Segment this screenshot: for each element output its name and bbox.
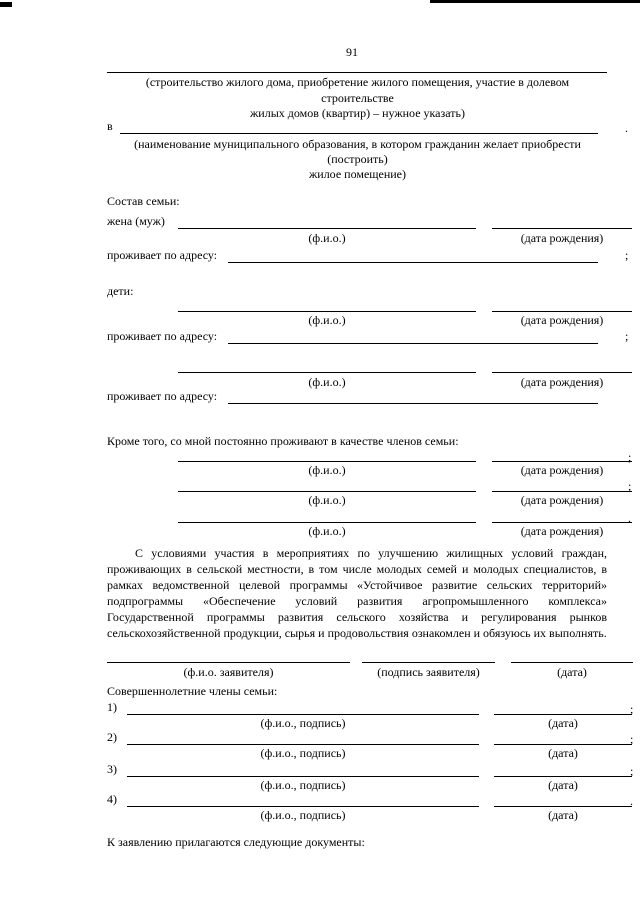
scan-top-edge (430, 0, 640, 3)
construction-hint-1: (строительство жилого дома, приобретение жилого помещения, участие в долевом (145, 75, 570, 89)
adult2-semicolon: ; (630, 732, 634, 746)
applicant-fio-hint: (ф.и.о. заявителя) (183, 665, 274, 679)
adult4-fio-line[interactable] (127, 806, 479, 807)
municipality-period: . (625, 121, 628, 135)
child1-birth-hint: (дата рождения) (520, 313, 604, 327)
spouse-fio-hint: (ф.и.о.) (308, 231, 346, 245)
adult4-fio-hint: (ф.и.о., подпись) (260, 808, 346, 822)
child1-address-label: проживает по адресу: (107, 329, 218, 343)
adult4-number: 4) (107, 792, 117, 806)
adult3-semicolon: ; (630, 764, 634, 778)
adult1-fio-line[interactable] (127, 714, 479, 715)
adult1-number: 1) (107, 700, 117, 714)
other2-fio-hint: (ф.и.о.) (308, 493, 346, 507)
adult2-date-line[interactable] (494, 744, 632, 745)
adult4-period: . (630, 794, 633, 808)
adult3-date-line[interactable] (494, 776, 632, 777)
spouse-address-line[interactable] (228, 262, 598, 263)
adult1-fio-hint: (ф.и.о., подпись) (260, 716, 346, 730)
adult1-date-hint: (дата) (548, 716, 578, 730)
child2-fio-hint: (ф.и.о.) (308, 375, 346, 389)
municipality-line[interactable] (120, 133, 598, 134)
child2-address-label: проживает по адресу: (107, 389, 218, 403)
other3-period: . (628, 511, 631, 525)
other2-birth-hint: (дата рождения) (520, 493, 604, 507)
municipality-hint-3: жилое помещение) (308, 167, 407, 181)
adult4-date-line[interactable] (494, 806, 632, 807)
applicant-date-hint: (дата) (557, 665, 587, 679)
construction-type-line[interactable] (107, 72, 607, 73)
other3-birth-line[interactable] (492, 522, 632, 523)
other1-fio-line[interactable] (178, 461, 476, 462)
other2-semicolon: ; (628, 479, 632, 493)
applicant-signature-hint: (подпись заявителя) (377, 665, 480, 679)
applicant-signature-line[interactable] (362, 662, 495, 663)
attachments-title: К заявлению прилагаются следующие документы: (107, 835, 365, 849)
adult2-fio-hint: (ф.и.о., подпись) (260, 746, 346, 760)
municipality-hint-1: (наименование муниципального образования, в котором гражданин желает приобрести (134, 137, 581, 151)
adult3-fio-hint: (ф.и.о., подпись) (260, 778, 346, 792)
adult4-date-hint: (дата) (548, 808, 578, 822)
child1-address-semicolon: ; (625, 329, 629, 343)
spouse-fio-line[interactable] (178, 228, 476, 229)
children-label: дети: (107, 284, 134, 298)
child2-birth-line[interactable] (492, 372, 632, 373)
adult2-number: 2) (107, 730, 117, 744)
other3-fio-hint: (ф.и.о.) (308, 524, 346, 538)
construction-hint-3: жилых домов (квартир) – нужное указать) (250, 106, 465, 120)
applicant-fio-line[interactable] (107, 662, 350, 663)
page-number: 91 (346, 45, 358, 59)
agreement-paragraph (107, 545, 607, 641)
other2-fio-line[interactable] (178, 491, 476, 492)
family-title: Состав семьи: (107, 194, 180, 208)
child2-birth-hint: (дата рождения) (520, 375, 604, 389)
adult1-semicolon: ; (630, 702, 634, 716)
in-label: в (107, 119, 113, 133)
child1-fio-hint: (ф.и.о.) (308, 313, 346, 327)
applicant-date-line[interactable] (511, 662, 633, 663)
other1-fio-hint: (ф.и.о.) (308, 463, 346, 477)
municipality-hint-2: (построить) (327, 152, 388, 166)
other1-birth-line[interactable] (492, 461, 632, 462)
child2-fio-line[interactable] (178, 372, 476, 373)
adult3-number: 3) (107, 762, 117, 776)
child2-address-line[interactable] (228, 403, 598, 404)
child1-birth-line[interactable] (492, 311, 632, 312)
adult3-fio-line[interactable] (127, 776, 479, 777)
adult2-date-hint: (дата) (548, 746, 578, 760)
child1-address-line[interactable] (228, 343, 598, 344)
child1-fio-line[interactable] (178, 311, 476, 312)
spouse-label: жена (муж) (107, 214, 165, 228)
other3-birth-hint: (дата рождения) (520, 524, 604, 538)
adult2-fio-line[interactable] (127, 744, 479, 745)
adult3-date-hint: (дата) (548, 778, 578, 792)
spouse-address-semicolon: ; (625, 248, 629, 262)
adult1-date-line[interactable] (494, 714, 632, 715)
scan-corner-mark (0, 2, 12, 7)
other1-birth-hint: (дата рождения) (520, 463, 604, 477)
others-intro: Кроме того, со мной постоянно проживают в качестве членов семьи: (107, 434, 459, 448)
other2-birth-line[interactable] (492, 491, 632, 492)
adult-members-title: Совершеннолетние члены семьи: (107, 684, 278, 698)
spouse-birth-hint: (дата рождения) (520, 231, 604, 245)
spouse-birth-line[interactable] (492, 228, 632, 229)
other3-fio-line[interactable] (178, 522, 476, 523)
construction-hint-2: строительстве (321, 91, 394, 105)
agreement-text: С условиями участия в мероприятиях по улучшению жилищных условий граждан, проживающих в сельской местности, в том числе молодых семей и молодых специалистов, в рамках ведомственной целевой программы «Устойчивое развитие сельских территорий» подпрограммы «Обеспечение условий развития агропромышленного комплекса» Государственной программы развития сельского хозяйства и регулирования рынков сельскохозяйственной продукции, сырья и продовольствия ознакомлен и обязуюсь их выполнять. (107, 546, 607, 640)
other1-semicolon: ; (628, 450, 632, 464)
spouse-address-label: проживает по адресу: (107, 248, 218, 262)
